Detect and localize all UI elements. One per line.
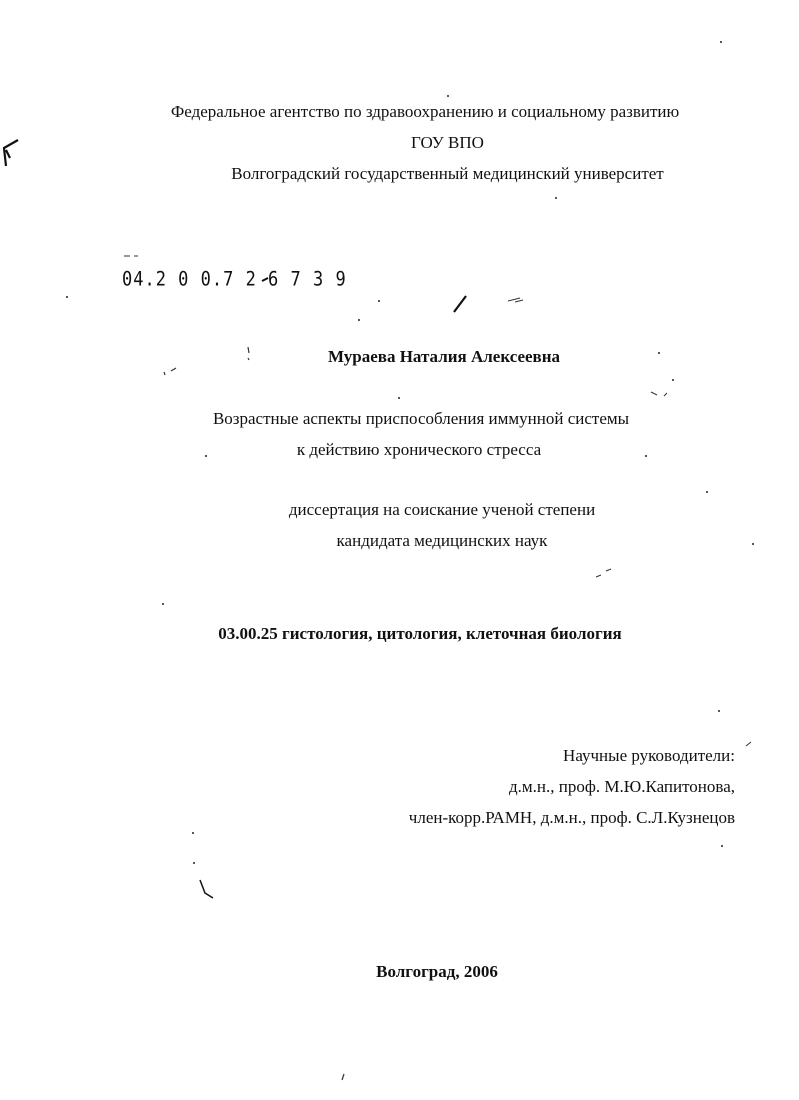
dissertation-title-line2: к действию хронического стресса [296,440,542,459]
dust-speck [447,95,449,97]
dust-speck [645,455,647,457]
dust-speck [398,397,400,399]
dust-speck [192,832,194,834]
dust-speck [720,41,722,43]
dust-speck [378,300,380,302]
dust-speck [658,352,660,354]
degree-line2: кандидата медицинских наук [336,531,548,550]
author-name: Мураева Наталия Алексеевна [327,347,561,366]
pen-stroke-icon [454,296,466,312]
speck-mark-icon-2 [164,368,176,375]
dust-speck [66,296,68,298]
dust-speck [752,543,754,545]
registration-number: 04.2 0 0.7 2 6 7 3 9 [122,268,347,291]
university-name: Волгоградский государственный медицинский университет [231,164,664,183]
institution-type: ГОУ ВПО [411,133,484,152]
supervisor-1: д.м.н., проф. М.Ю.Капитонова, [509,777,735,796]
specialty-code: 03.00.25 гистология, цитология, клеточная биология [218,624,622,643]
dust-speck [555,197,557,199]
dust-speck [205,455,207,457]
supervisor-2: член-корр.РАМН, д.м.н., проф. С.Л.Кузнецов [408,808,735,827]
dust-speck [721,845,723,847]
agency-name: Федеральное агентство по здравоохранению и социальному развитию [170,102,680,121]
pen-stroke-icon-2 [508,298,523,302]
dust-speck [358,319,360,321]
dust-speck [162,603,164,605]
speck-mark-icon-6 [746,742,751,746]
city-year: Волгоград, 2006 [376,962,498,981]
dissertation-title-line1: Возрастные аспекты приспособления иммунной системы [212,409,630,428]
speck-mark-icon-5 [342,1074,344,1080]
speck-mark-icon-4 [596,569,611,577]
dust-speck [672,379,674,381]
degree-line1: диссертация на соискание ученой степени [288,500,596,519]
margin-tick-icon [200,880,213,898]
dust-speck [718,710,720,712]
dust-speck [193,862,195,864]
speck-mark-icon-3 [651,392,667,396]
dust-speck [706,491,708,493]
supervisors-heading: Научные руководители: [563,746,735,765]
